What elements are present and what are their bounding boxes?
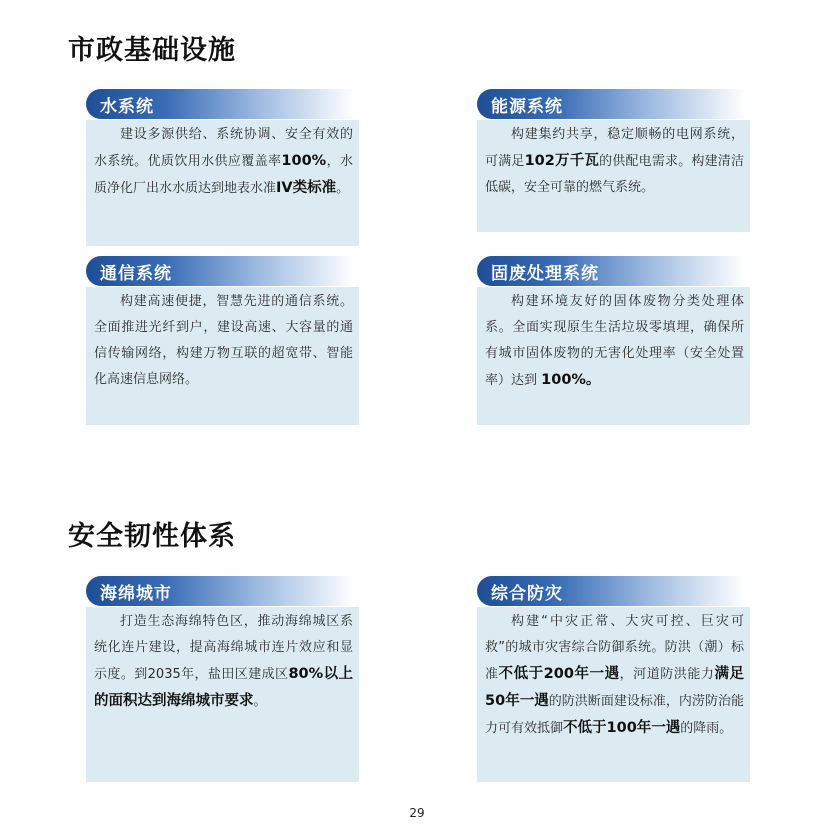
card-body [86, 607, 359, 782]
card-text: 构建高速便捷，智慧先进的通信系统。全面推进光纤到户，建设高速、大容量的通信传输网络，构建万物互联的超宽带、智能化高速信息网络。 [94, 294, 353, 387]
page-number: 29 [409, 806, 425, 820]
card-heading-bar [86, 89, 354, 119]
card-heading-bar [477, 256, 745, 286]
card-text: 构建环境友好的固体废物分类处理体系。全面实现原生生活垃圾零填埋，确保所有城市固体废物的无害化处理率（安全处置率）达到 100%。 [485, 294, 744, 388]
card-body [86, 287, 359, 425]
card-body [477, 607, 750, 782]
card-text: 构建“中灾正常、大灾可控、巨灾可救”的城市灾害综合防御系统。防洪（潮）标准不低于200年一遇，河道防洪能力满足50年一遇的防洪断面建设标准，内涝防治能力可有效抵御不低于100年一遇的降雨。 [485, 614, 744, 736]
card-heading-bar [86, 576, 354, 606]
card-heading-bar [86, 256, 354, 286]
card-text: 构建集约共享，稳定顺畅的电网系统，可满足102万千瓦的供配电需求。构建清洁低碳，安全可靠的燃气系统。 [485, 127, 744, 195]
card-heading-bar [477, 576, 745, 606]
card-body [477, 120, 750, 232]
card-text: 打造生态海绵特色区，推动海绵城区系统化连片建设，提高海绵城市连片效应和显示度。到2035年，盐田区建成区80%以上的面积达到海绵城市要求。 [94, 614, 353, 709]
card-heading: 水系统 [100, 97, 154, 117]
section-title-municipal: 市政基础设施 [68, 35, 236, 66]
card-heading: 综合防灾 [491, 584, 563, 604]
card-heading: 通信系统 [100, 264, 172, 284]
card-heading: 固废处理系统 [491, 264, 599, 284]
section-title-resilience: 安全韧性体系 [68, 521, 236, 552]
card-heading: 能源系统 [491, 97, 563, 117]
card-heading: 海绵城市 [100, 584, 172, 604]
card-body [86, 120, 359, 246]
card-text: 建设多源供给、系统协调、安全有效的水系统。优质饮用水供应覆盖率100%，水质净化厂出水水质达到地表水准IV类标准。 [94, 127, 353, 196]
card-body [477, 287, 750, 425]
card-heading-bar [477, 89, 745, 119]
